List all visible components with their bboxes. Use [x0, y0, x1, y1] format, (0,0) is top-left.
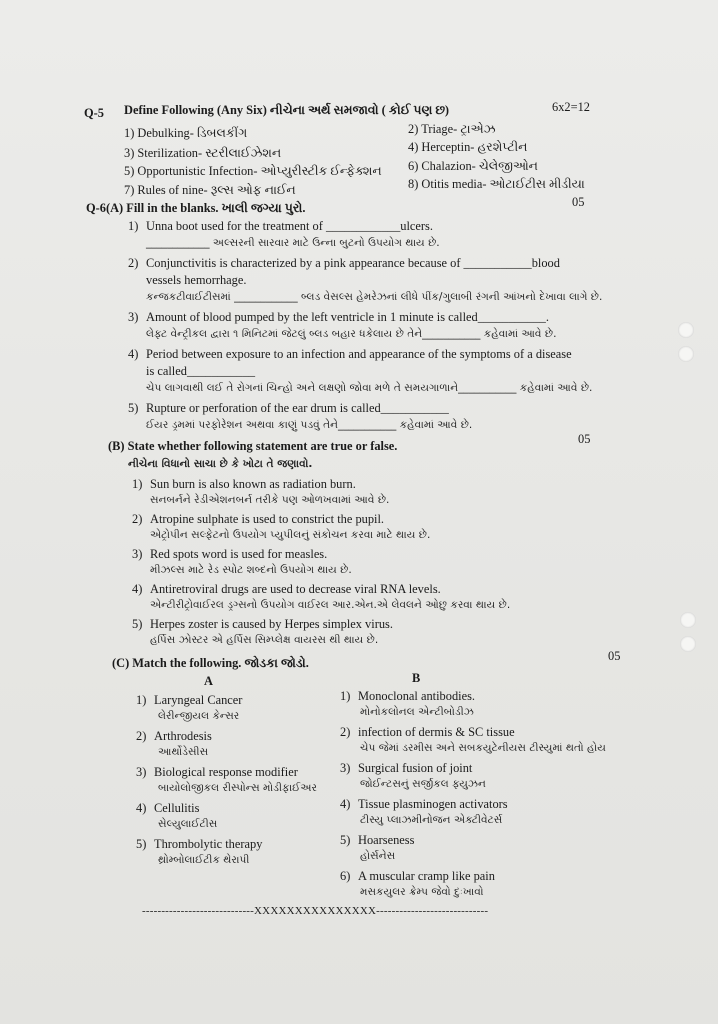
q6a-label: Q-6(A) Fill in the blanks. ખાલી જગ્યા પુરો.	[86, 201, 306, 215]
q6a-item-4: 4) Period between exposure to an infection and appearance of the symptoms of a disease	[128, 347, 572, 361]
q6c-a-item-4: 4) Cellulitis	[136, 801, 200, 815]
q6c-b-item-2-gu: ચેપ જેમાં ડરમીસ અને સબકયુટેનીયસ ટીસ્યુમાં થતો હોય	[360, 742, 606, 754]
q5-item-8: 8) Otitis media- ઓટાઈટીસ મીડીયા	[408, 177, 585, 191]
q5-item-4: 4) Herceptin- હરશેપ્ટીન	[408, 140, 528, 154]
q6c-a-item-5: 5) Thrombolytic therapy	[136, 837, 263, 851]
q6a-item-4-gu: ચેપ લાગવાથી લઈ તે રોગનાં ચિન્હો અને લક્ષણો જોવા મળે તે સમયગાળાને___________ કહેવામાં આવે છે.	[146, 382, 593, 394]
q6c-a-item-5-gu: થ્રોમ્બોલાઈટીક થેરાપી	[158, 854, 250, 866]
q5-item-6: 6) Chalazion- ચેલેજીઓન	[408, 159, 538, 173]
q5-label: Q-5	[84, 106, 104, 120]
q5-item-1: 1) Debulking- ડિબલકીંગ	[124, 126, 248, 140]
q6b-item-1: 1) Sun burn is also known as radiation burn.	[132, 477, 356, 491]
punch-hole	[680, 636, 696, 652]
q6b-item-5: 5) Herpes zoster is caused by Herpes simplex virus.	[132, 617, 393, 631]
q6a-item-4-cont: is called___________	[146, 364, 256, 378]
punch-hole	[680, 612, 696, 628]
q6b-label-gu: નીચેના વિધાનો સાચા છે કે ખોટા તે જણાવો.	[128, 458, 313, 470]
q5-item-5: 5) Opportunistic Infection- ઓપ્યુરીસ્ટીક ઈન્ફેક્શન	[124, 164, 382, 178]
q6c-marks: 05	[608, 649, 621, 663]
q6b-item-3-gu: મીઝલ્સ માટે રેડ સ્પોટ શબ્દનો ઉપયોગ થાય છે.	[150, 564, 352, 576]
q6a-item-3-gu: લેફ્ટ વેન્ટ્રીકલ દ્વારા ૧ મિનિટમાં જેટલું બ્લડ બહાર ધકેલાય છે તેને___________ કહેવામાં આવે છે.	[146, 328, 557, 340]
q5-item-3: 3) Sterilization- સ્ટરીલાઈઝેશન	[124, 146, 282, 160]
q6c-a-item-2: 2) Arthrodesis	[136, 729, 212, 743]
q6a-item-5: 5) Rupture or perforation of the ear drum is called___________	[128, 401, 449, 415]
q6c-b-item-4-gu: ટીસ્યુ પ્લાઝમીનોજન એક્ટીવેટર્સ	[360, 814, 503, 826]
q5-title: Define Following (Any Six) નીચેના અર્થ સમજાવો ( કોઈ પણ છ)	[124, 103, 450, 117]
q6c-b-item-6-gu: મસકયુલર ક્રેમ્પ જેવો દુઃખાવો	[360, 886, 484, 898]
q6a-item-2-gu: કન્જકટીવાઈટીસમાં ____________ બ્લડ વેસલ્સ હેમરેઝનાં લીધે પીંક/ગુલાબી રંગની આંખનો દેખાવા લાગે છે.	[146, 291, 603, 303]
q6c-a-item-2-gu: આર્થોડેસીસ	[158, 746, 209, 758]
q6b-item-5-gu: હર્પિસ ઝોસ્ટર એ હર્પિસ સિમ્પ્લેક્ષ વાયરસ થી થાય છે.	[150, 634, 379, 646]
q6a-item-5-gu: ઈયર ડ્રમમાં પરફોરેશન અથવા કાણું પડવું તેને___________ કહેવામાં આવે છે.	[146, 419, 473, 431]
q6c-b-item-4: 4) Tissue plasminogen activators	[340, 797, 508, 811]
q6c-col-a: A	[204, 674, 213, 688]
q6c-a-item-1: 1) Laryngeal Cancer	[136, 693, 243, 707]
q6c-b-item-3: 3) Surgical fusion of joint	[340, 761, 473, 775]
q6a-item-1-gu: ____________ અલ્સરની સારવાર માટે ઉન્ના બુટનો ઉપયોગ થાય છે.	[146, 237, 440, 249]
q6a-item-2: 2) Conjunctivitis is characterized by a pink appearance because of ___________blood	[128, 256, 560, 270]
q5-marks: 6x2=12	[552, 100, 590, 114]
q6b-item-3: 3) Red spots word is used for measles.	[132, 547, 328, 561]
q6c-a-item-4-gu: સેલ્યુલાઈટીસ	[158, 818, 218, 830]
punch-hole	[678, 322, 694, 338]
q6b-item-2: 2) Atropine sulphate is used to constrict the pupil.	[132, 512, 385, 526]
q6c-col-b: B	[412, 671, 421, 685]
q6b-marks: 05	[578, 432, 591, 446]
q6a-item-2-cont: vessels hemorrhage.	[146, 273, 247, 287]
q6a-item-3: 3) Amount of blood pumped by the left ventricle in 1 minute is called___________.	[128, 310, 549, 324]
q6a-item-1: 1) Unna boot used for the treatment of ____________ulcers.	[128, 219, 433, 233]
q6b-item-4-gu: એન્ટીરીટ્રોવાઈરલ ડ્રગ્સનો ઉપયોગ વાઈરલ આર.એન.એ લેવલને ઓછુ કરવા થાય છે.	[150, 599, 511, 611]
q6c-label: (C) Match the following. જોડકા જોડો.	[112, 656, 309, 670]
q6b-item-2-gu: એટ્રોપીન સલ્ફેટનો ઉપયોગ પ્યુપીલનું સંકોચન કરવા માટે થાય છે.	[150, 529, 431, 541]
q6c-b-item-2: 2) infection of dermis & SC tissue	[340, 725, 515, 739]
q5-item-2: 2) Triage- ટ્રાએઝ	[408, 122, 496, 136]
q6c-a-item-1-gu: લેરીન્જીયલ કેન્સર	[158, 710, 240, 722]
q6c-b-item-1: 1) Monoclonal antibodies.	[340, 689, 476, 703]
q6b-item-1-gu: સનબર્નને રેડીએશનબર્ન તરીકે પણ ઓળખવામાં આવે છે.	[150, 494, 390, 506]
q6a-marks: 05	[572, 195, 585, 209]
q6c-b-item-1-gu: મોનોકલોનલ એન્ટીબોડીઝ	[360, 706, 474, 718]
footer-separator: -----------------------------XXXXXXXXXXXXXXX-----------------------------	[142, 905, 489, 917]
q6c-b-item-6: 6) A muscular cramp like pain	[340, 869, 495, 883]
q5-item-7: 7) Rules of nine- રૂલ્સ ઓફ નાઈન	[124, 183, 296, 197]
q6b-label: (B) State whether following statement are true or false.	[108, 439, 398, 453]
q6c-b-item-5: 5) Hoarseness	[340, 833, 415, 847]
punch-hole	[678, 346, 694, 362]
q6c-b-item-3-gu: જોઈન્ટસનું સર્જીકલ ફ્યુઝન	[360, 778, 486, 790]
q6c-b-item-5-gu: હોર્સનેસ	[360, 850, 396, 862]
q6b-item-4: 4) Antiretroviral drugs are used to decrease viral RNA levels.	[132, 582, 441, 596]
q6c-a-item-3: 3) Biological response modifier	[136, 765, 298, 779]
q6c-a-item-3-gu: બાયોલોજીકલ રીસ્પોન્સ મોડીફાઈઅર	[158, 782, 317, 794]
